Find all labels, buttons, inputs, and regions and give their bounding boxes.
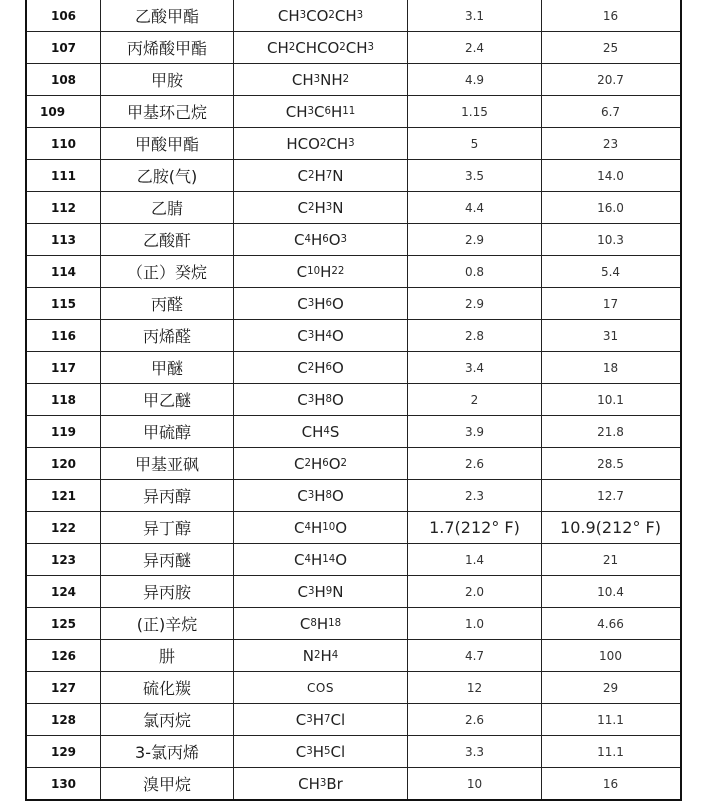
compound-name-cell: 甲胺 [101, 64, 234, 95]
value-cell-1: 3.9 [408, 416, 542, 447]
row-number-cell: 111 [27, 160, 101, 191]
compound-name-cell: 3-氯丙烯 [101, 736, 234, 767]
compound-name-cell: 甲酸甲酯 [101, 128, 234, 159]
value-cell-1: 2.9 [408, 288, 542, 319]
value-cell-1: 3.5 [408, 160, 542, 191]
value-cell-2: 16.0 [597, 200, 624, 215]
row-number-cell: 121 [27, 480, 101, 511]
value-cell-2: 100 [599, 648, 622, 663]
formula-cell: C 3 H 8 O [234, 384, 408, 415]
table-row [27, 256, 680, 288]
row-number-cell: 126 [27, 640, 101, 671]
compound-name-cell: 甲基亚砜 [101, 448, 234, 479]
value-cell-2: 25 [602, 40, 619, 55]
formula-cell: COS [234, 672, 408, 703]
value-cell-1: 2.8 [408, 320, 542, 351]
formula-cell: C 2 H 6 O 2 [234, 448, 408, 479]
compound-name-cell: 异丙胺 [101, 576, 234, 607]
value-cell-2: 10.9(212° F) [560, 518, 661, 537]
row-number-cell: 115 [27, 288, 101, 319]
table-row [27, 640, 680, 672]
table-row [27, 224, 680, 256]
value-cell-2: 10.1 [597, 392, 624, 407]
formula-cell: C 8 H 18 [234, 608, 408, 639]
formula-cell: C 4 H 6 O 3 [234, 224, 408, 255]
table-row [27, 704, 680, 736]
table-row [27, 0, 680, 32]
compound-name-cell: 异丙醚 [101, 544, 234, 575]
data-table [25, 0, 682, 801]
formula-cell: C 10 H 22 [234, 256, 408, 287]
formula-cell: HCO 2 CH 3 [234, 128, 408, 159]
compound-name-cell: (正)辛烷 [101, 608, 234, 639]
formula-cell: C 3 H 4 O [234, 320, 408, 351]
table-row [27, 736, 680, 768]
value-cell-2: 21.8 [597, 424, 624, 439]
value-cell-1: 4.7 [408, 640, 542, 671]
formula-cell: CH 4 S [234, 416, 408, 447]
row-number-cell: 122 [27, 512, 101, 543]
row-number-cell: 129 [27, 736, 101, 767]
value-cell-2: 20.7 [597, 72, 624, 87]
table-row [27, 96, 680, 128]
table-row [27, 64, 680, 96]
row-number-cell: 128 [27, 704, 101, 735]
formula-cell: CH 2 CHCO 2 CH 3 [234, 32, 408, 63]
formula-cell: C 2 H 3 N [234, 192, 408, 223]
row-number-cell: 108 [27, 64, 101, 95]
value-cell-1: 4.4 [408, 192, 542, 223]
row-number-cell: 123 [27, 544, 101, 575]
table-row [27, 416, 680, 448]
table-row [27, 160, 680, 192]
value-cell-2: 28.5 [597, 456, 624, 471]
formula-cell: C 3 H 8 O [234, 480, 408, 511]
compound-name-cell: 甲基环己烷 [101, 96, 234, 127]
compound-name-cell: 硫化羰 [101, 672, 234, 703]
row-number-cell: 118 [27, 384, 101, 415]
compound-name-cell: 丙烯酸甲酯 [101, 32, 234, 63]
value-cell-1: 2.0 [408, 576, 542, 607]
table-row [27, 768, 680, 799]
value-cell-1: 2.4 [408, 32, 542, 63]
value-cell-2: 5.4 [600, 264, 621, 279]
row-number-cell: 110 [27, 128, 101, 159]
table-row [27, 576, 680, 608]
row-number-cell: 106 [27, 0, 101, 31]
value-cell-2: 16 [602, 776, 619, 791]
table-row [27, 608, 680, 640]
compound-name-cell: 异丙醇 [101, 480, 234, 511]
formula-cell: C 3 H 5 Cl [234, 736, 408, 767]
value-cell-2: 23 [602, 136, 619, 151]
row-number-cell: 113 [27, 224, 101, 255]
row-number-cell: 112 [27, 192, 101, 223]
row-number-cell: 114 [27, 256, 101, 287]
row-number-cell: 109 [27, 96, 101, 127]
value-cell-2: 18 [602, 360, 619, 375]
table-row [27, 480, 680, 512]
value-cell-1: 10 [408, 768, 542, 799]
table-row [27, 448, 680, 480]
formula-cell: CH 3 Br [234, 768, 408, 799]
value-cell-1: 3.3 [408, 736, 542, 767]
compound-name-cell: 溴甲烷 [101, 768, 234, 799]
row-number-cell: 120 [27, 448, 101, 479]
compound-name-cell: 乙腈 [101, 192, 234, 223]
value-cell-2: 29 [602, 680, 619, 695]
value-cell-2: 11.1 [597, 744, 624, 759]
compound-name-cell: 乙酸甲酯 [101, 0, 234, 31]
formula-cell: C 3 H 6 O [234, 288, 408, 319]
compound-name-cell: 甲乙醚 [101, 384, 234, 415]
value-cell-2: 17 [602, 296, 619, 311]
formula-cell: C 4 H 14 O [234, 544, 408, 575]
value-cell-2: 12.7 [597, 488, 624, 503]
table-row [27, 128, 680, 160]
value-cell-1: 2.6 [408, 448, 542, 479]
row-number-cell: 116 [27, 320, 101, 351]
table-row [27, 352, 680, 384]
table-row [27, 544, 680, 576]
row-number-cell: 107 [27, 32, 101, 63]
formula-cell: C 2 H 6 O [234, 352, 408, 383]
value-cell-1: 1.7(212° F) [408, 512, 542, 543]
table-row [27, 384, 680, 416]
row-number-cell: 119 [27, 416, 101, 447]
value-cell-2: 10.4 [597, 584, 624, 599]
value-cell-2: 16 [602, 8, 619, 23]
row-number-cell: 130 [27, 768, 101, 799]
formula-cell: CH 3 NH 2 [234, 64, 408, 95]
formula-cell: C 3 H 9 N [234, 576, 408, 607]
table-row [27, 192, 680, 224]
value-cell-1: 2 [408, 384, 542, 415]
value-cell-2: 21 [602, 552, 619, 567]
row-number-cell: 125 [27, 608, 101, 639]
value-cell-1: 3.1 [408, 0, 542, 31]
formula-cell: N 2 H 4 [234, 640, 408, 671]
formula-cell: C 4 H 10 O [234, 512, 408, 543]
row-number-cell: 117 [27, 352, 101, 383]
table-row [27, 32, 680, 64]
row-number-cell: 124 [27, 576, 101, 607]
value-cell-1: 2.9 [408, 224, 542, 255]
table-row [27, 512, 680, 544]
value-cell-1: 2.6 [408, 704, 542, 735]
value-cell-1: 3.4 [408, 352, 542, 383]
value-cell-1: 2.3 [408, 480, 542, 511]
value-cell-1: 1.4 [408, 544, 542, 575]
table-row [27, 672, 680, 704]
compound-name-cell: 异丁醇 [101, 512, 234, 543]
value-cell-1: 5 [408, 128, 542, 159]
formula-cell: C 3 H 7 Cl [234, 704, 408, 735]
compound-name-cell: 甲硫醇 [101, 416, 234, 447]
value-cell-2: 31 [602, 328, 619, 343]
compound-name-cell: 丙醛 [101, 288, 234, 319]
value-cell-1: 4.9 [408, 64, 542, 95]
value-cell-2: 10.3 [597, 232, 624, 247]
value-cell-2: 6.7 [600, 104, 621, 119]
row-number-cell: 127 [27, 672, 101, 703]
compound-name-cell: 肼 [101, 640, 234, 671]
value-cell-2: 4.66 [597, 616, 624, 631]
compound-name-cell: 丙烯醛 [101, 320, 234, 351]
value-cell-1: 1.0 [408, 608, 542, 639]
compound-name-cell: 甲醚 [101, 352, 234, 383]
formula-cell: CH 3 CO 2 CH 3 [234, 0, 408, 31]
value-cell-1: 1.15 [408, 96, 542, 127]
compound-name-cell: 乙酸酐 [101, 224, 234, 255]
formula-cell: C 2 H 7 N [234, 160, 408, 191]
compound-name-cell: （正）癸烷 [101, 256, 234, 287]
formula-cell: CH 3 C 6 H 11 [234, 96, 408, 127]
compound-name-cell: 氯丙烷 [101, 704, 234, 735]
compound-name-cell: 乙胺(气) [101, 160, 234, 191]
table-row [27, 288, 680, 320]
value-cell-2: 14.0 [597, 168, 624, 183]
value-cell-1: 0.8 [408, 256, 542, 287]
table-row [27, 320, 680, 352]
value-cell-2: 11.1 [597, 712, 624, 727]
value-cell-1: 12 [408, 672, 542, 703]
